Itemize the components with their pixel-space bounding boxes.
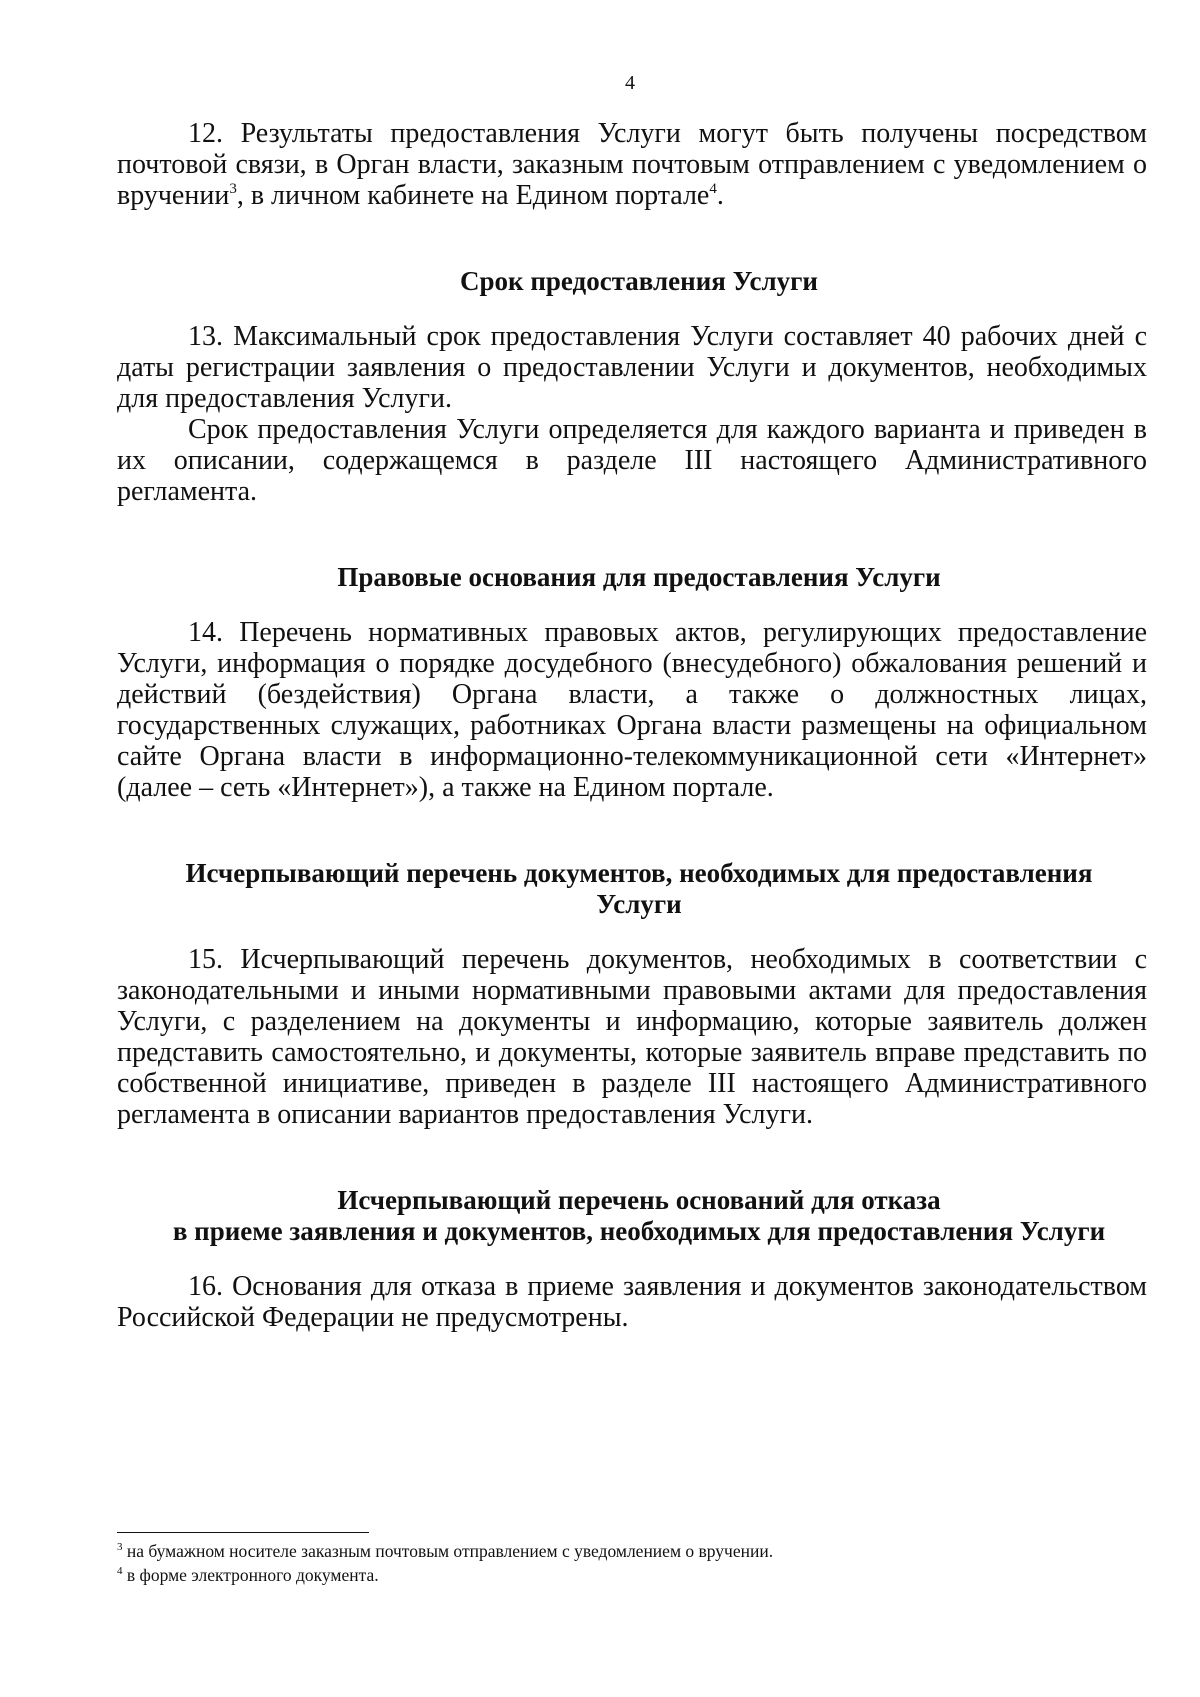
spacer (117, 803, 1147, 858)
heading-legal-basis: Правовые основания для предоставления Услуги (337, 562, 941, 592)
spacer (117, 297, 1147, 321)
heading-refusal-grounds (117, 1185, 1147, 1247)
spacer (117, 1247, 1147, 1271)
spacer (117, 920, 1147, 944)
footnotes (117, 1532, 1147, 1587)
footnote-separator (117, 1532, 369, 1533)
spacer (117, 507, 1147, 562)
paragraph-16: 16. Основания для отказа в приеме заявления и документов законодательством Российской Федерации не предусмотрены. (117, 1271, 1147, 1333)
footnote-3 (117, 1539, 1147, 1563)
paragraph-12-text-c: . (716, 180, 724, 211)
heading-refusal-grounds-line1: Исчерпывающий перечень оснований для отказа (337, 1185, 941, 1215)
footnote-4-mark: 4 (117, 1565, 123, 1577)
paragraph-14: 14. Перечень нормативных правовых актов, регулирующих предоставление Услуги, информация о порядке досудебного (внесудебного) обжалования решений и действий (бездействия) Органа власти, а также о должностных лицах, государственных служащих, работниках Органа власти размещены на официальном сайте Органа власти в информационно-телекоммуникационной сети «Интернет» (далее – сеть «Интернет»), а также на Едином портале. (117, 617, 1147, 803)
page-number: 4 (625, 72, 635, 94)
footnote-ref-3[interactable]: 3 (229, 181, 237, 197)
footnote-ref-4[interactable]: 4 (709, 181, 717, 197)
paragraph-13: 13. Максимальный срок предоставления Услуги составляет 40 рабочих дней с даты регистрации заявления о предоставлении Услуги и документов, необходимых для предоставления Услуги. (117, 321, 1147, 414)
spacer (117, 593, 1147, 617)
paragraph-12 (117, 118, 1147, 211)
heading-service-term: Срок предоставления Услуги (460, 266, 818, 296)
footnote-3-mark: 3 (117, 1541, 123, 1553)
spacer (117, 211, 1147, 266)
spacer (117, 1130, 1147, 1185)
paragraph-12-text-a: 12. Результаты предоставления Услуги могут быть получены посредством почтовой связи, в Орган власти, заказным почтовым отправлением с уведомлением о вручении (117, 118, 1147, 211)
footnote-4-text: в форме электронного документа. (122, 1565, 379, 1585)
footnote-3-text: на бумажном носителе заказным почтовым отправлением с уведомлением о вручении. (122, 1541, 774, 1561)
heading-refusal-grounds-line2: в приеме заявления и документов, необходимых для предоставления Услуги (172, 1216, 1106, 1246)
paragraph-12-text-b: , в личном кабинете на Едином портале (236, 180, 710, 211)
document-body (117, 118, 1147, 1333)
paragraph-15: 15. Исчерпывающий перечень документов, необходимых в соответствии с законодательными и иными нормативными правовыми актами для предоставления Услуги, с разделением на документы и информацию, которые заявитель должен представить самостоятельно, и документы, которые заявитель вправе представить по собственной инициативе, приведен в разделе III настоящего Административного регламента в описании вариантов предоставления Услуги. (117, 944, 1147, 1130)
heading-required-documents (117, 858, 1147, 920)
paragraph-13-continued: Срок предоставления Услуги определяется для каждого варианта и приведен в их описании, содержащемся в разделе III настоящего Административного регламента. (117, 414, 1147, 507)
heading-required-documents-line2: Услуги (596, 889, 682, 919)
heading-required-documents-line1: Исчерпывающий перечень документов, необходимых для предоставления (185, 858, 1093, 888)
footnote-4 (117, 1563, 1147, 1587)
